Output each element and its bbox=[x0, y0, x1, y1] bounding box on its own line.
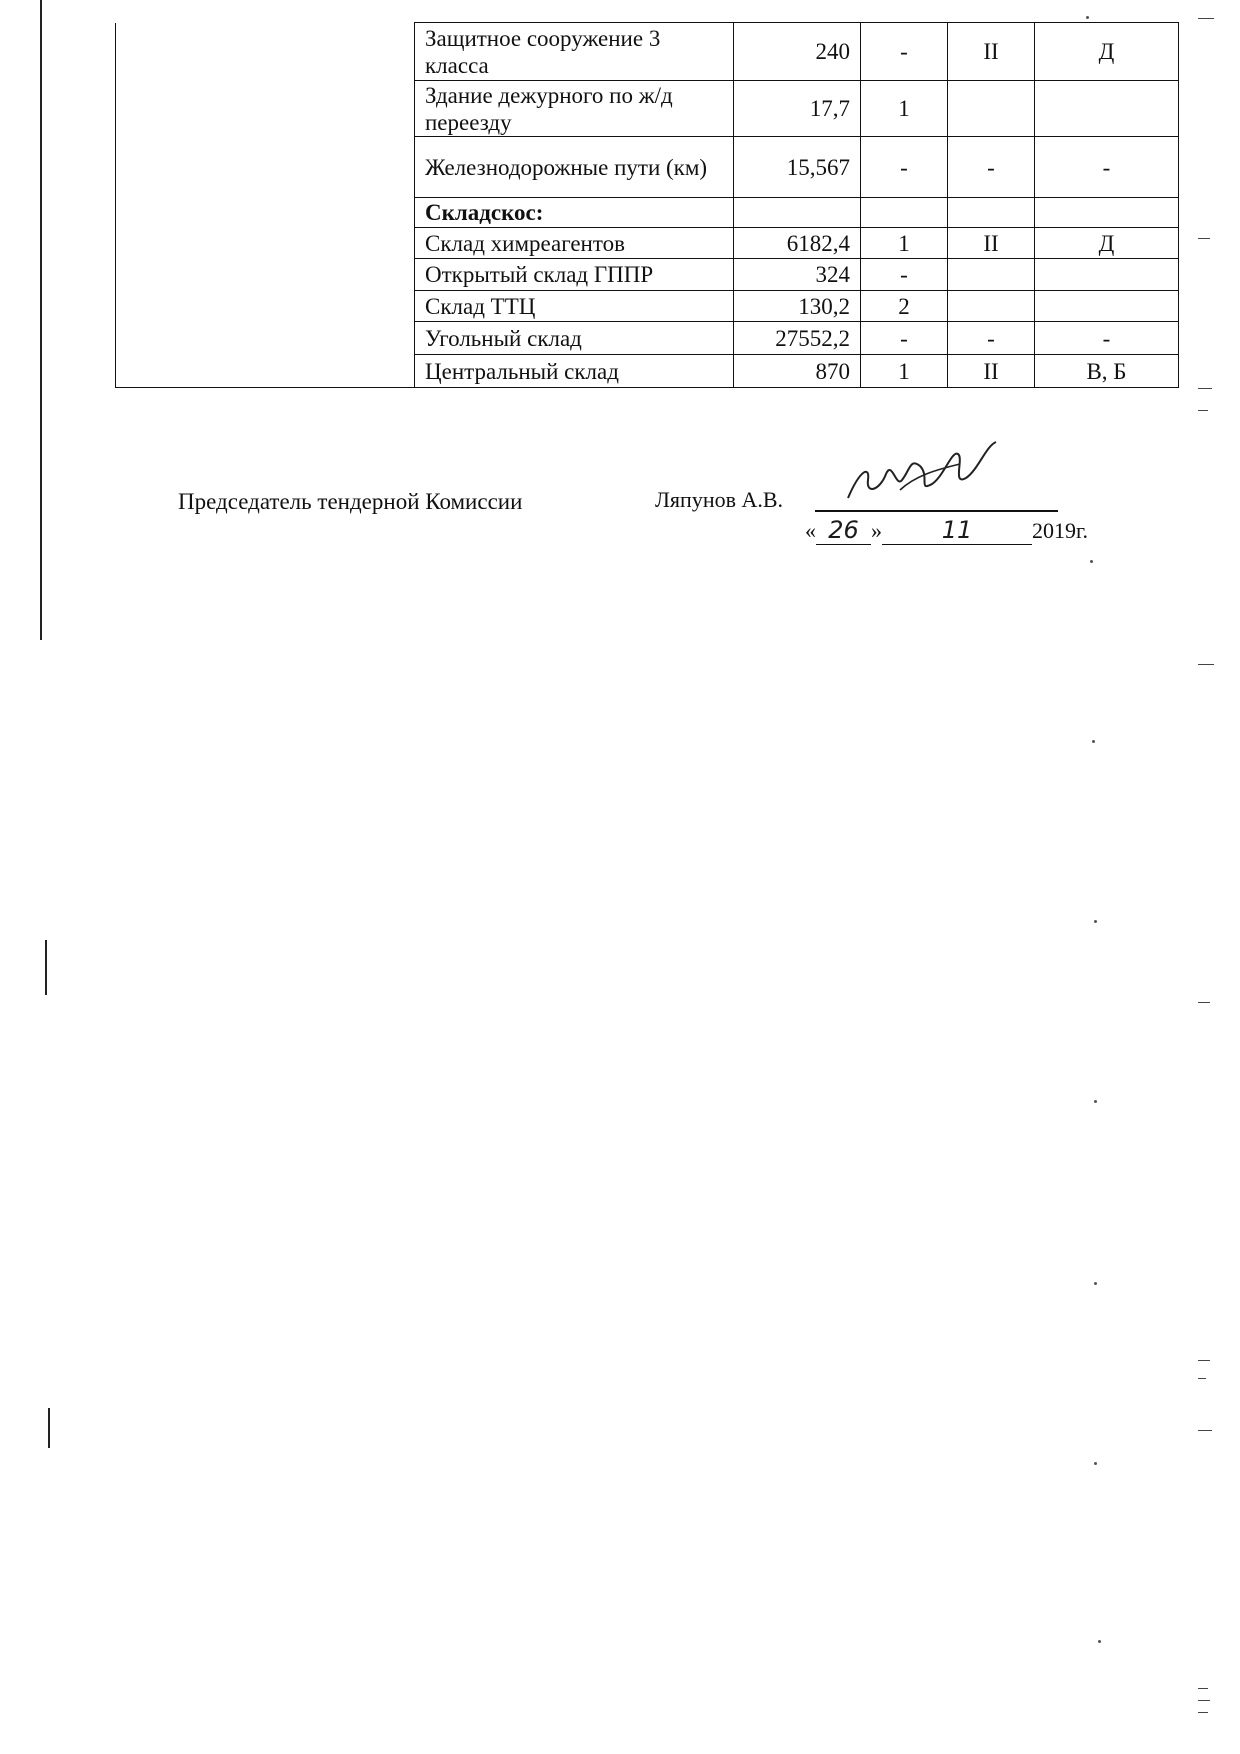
facility-fire-degree bbox=[948, 81, 1035, 137]
scan-speck bbox=[1094, 1462, 1097, 1465]
facility-floors: - bbox=[861, 259, 948, 291]
facility-category bbox=[1035, 198, 1179, 228]
facility-category: В, Б bbox=[1035, 355, 1179, 388]
scan-speck bbox=[1094, 1282, 1097, 1285]
facility-area: 870 bbox=[734, 355, 861, 388]
facility-area bbox=[734, 198, 861, 228]
facility-fire-degree bbox=[948, 198, 1035, 228]
facility-fire-degree: - bbox=[948, 322, 1035, 355]
facility-name: Склад ТТЦ bbox=[415, 291, 734, 322]
scan-speck bbox=[1090, 560, 1093, 563]
facility-area: 130,2 bbox=[734, 291, 861, 322]
facility-category: Д bbox=[1035, 23, 1179, 81]
facility-area: 6182,4 bbox=[734, 228, 861, 259]
facility-floors: - bbox=[861, 322, 948, 355]
date-month: 11 bbox=[882, 516, 1032, 545]
facility-area: 240 bbox=[734, 23, 861, 81]
facility-name: Центральный склад bbox=[415, 355, 734, 388]
facility-fire-degree: - bbox=[948, 137, 1035, 198]
scan-edge-line bbox=[40, 0, 42, 640]
merged-left-cell bbox=[116, 23, 415, 388]
scan-speck bbox=[1098, 1640, 1101, 1643]
scan-edge-line bbox=[45, 940, 47, 995]
scan-speck bbox=[1094, 920, 1097, 923]
date-year: 2019г. bbox=[1032, 518, 1089, 543]
table-row bbox=[116, 23, 1179, 81]
scan-speck bbox=[1094, 1100, 1097, 1103]
facility-name: Защитное сооружение 3 класса bbox=[415, 23, 734, 81]
facility-category bbox=[1035, 259, 1179, 291]
date-quote-close: » bbox=[871, 518, 882, 543]
facility-area: 17,7 bbox=[734, 81, 861, 137]
facility-fire-degree: II bbox=[948, 228, 1035, 259]
facility-name: Железнодорожные пути (км) bbox=[415, 137, 734, 198]
facility-fire-degree bbox=[948, 291, 1035, 322]
facility-category: - bbox=[1035, 322, 1179, 355]
facility-area: 324 bbox=[734, 259, 861, 291]
signature-date bbox=[805, 516, 1088, 545]
facility-floors: - bbox=[861, 137, 948, 198]
facility-fire-degree: II bbox=[948, 355, 1035, 388]
facility-fire-degree bbox=[948, 259, 1035, 291]
facility-floors: 1 bbox=[861, 228, 948, 259]
section-heading: Складскос: bbox=[415, 198, 734, 228]
handwritten-signature bbox=[840, 440, 1010, 520]
scan-margin-marks bbox=[1198, 0, 1228, 1754]
facility-floors: - bbox=[861, 23, 948, 81]
facility-name: Склад химреагентов bbox=[415, 228, 734, 259]
facility-area: 27552,2 bbox=[734, 322, 861, 355]
chairman-title: Председатель тендерной Комиссии bbox=[178, 489, 523, 514]
facilities-table bbox=[115, 22, 1179, 388]
signatory-name: Ляпунов А.В. bbox=[655, 487, 784, 512]
facility-floors: 1 bbox=[861, 81, 948, 137]
facility-category: Д bbox=[1035, 228, 1179, 259]
facility-area: 15,567 bbox=[734, 137, 861, 198]
scan-speck bbox=[1086, 16, 1089, 19]
facility-floors: 1 bbox=[861, 355, 948, 388]
date-day: 26 bbox=[816, 516, 871, 545]
scan-speck bbox=[1092, 740, 1095, 743]
facility-category bbox=[1035, 291, 1179, 322]
scan-edge-line bbox=[48, 1408, 50, 1448]
facility-category bbox=[1035, 81, 1179, 137]
date-quote-open: « bbox=[805, 518, 816, 543]
facility-fire-degree: II bbox=[948, 23, 1035, 81]
facility-name: Открытый склад ГППР bbox=[415, 259, 734, 291]
facility-floors: 2 bbox=[861, 291, 948, 322]
facility-name: Здание дежурного по ж/д переезду bbox=[415, 81, 734, 137]
facility-category: - bbox=[1035, 137, 1179, 198]
facility-name: Угольный склад bbox=[415, 322, 734, 355]
facility-floors bbox=[861, 198, 948, 228]
